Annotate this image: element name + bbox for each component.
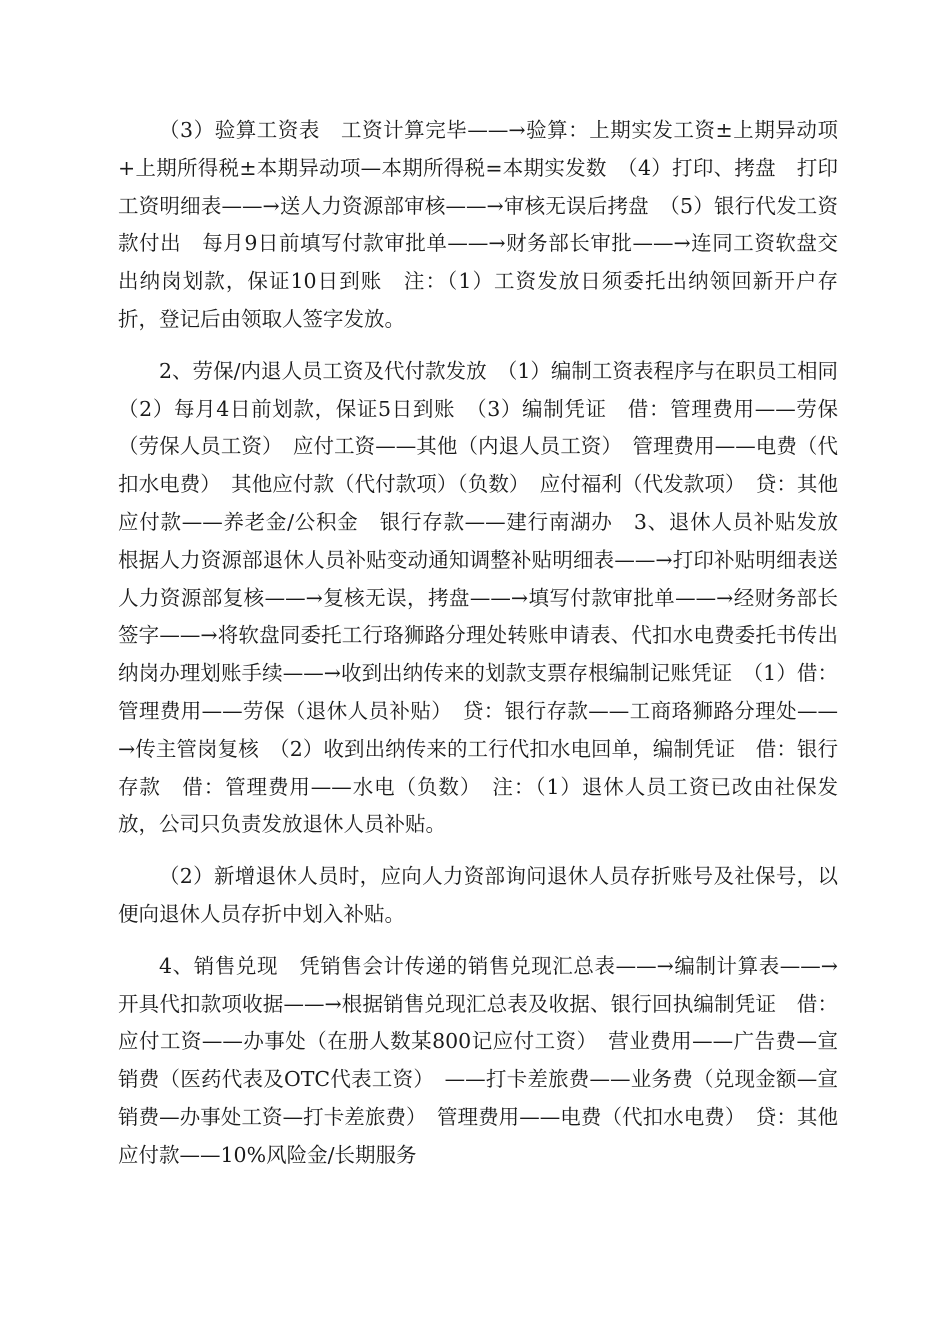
paragraph-spacer — [118, 844, 838, 858]
paragraph-new-retirees: （2）新增退休人员时，应向人力资部询问退休人员存折账号及社保号，以便向退休人员存折中划入补贴。 — [118, 864, 838, 926]
paragraph-spacer — [118, 339, 838, 353]
paragraph-spacer — [118, 934, 838, 948]
paragraph-retiree-wages: 2、劳保/内退人员工资及代付款发放 （1）编制工资表程序与在职员工相同 （2）每月4日前划款，保证5日到账 （3）编制凭证 借：管理费用——劳保（劳保人员工资） 应付工资——其他（内退人员工资） 管理费用——电费（代扣水电费） 其他应付款（代付款项）（负数） 应付福利（代发款项） 贷：其他应付款——养老金/公积金 银行存款——建行南湖办 3、退休人员补贴发放 根据人力资源部退休人员补贴变动通知调整补贴明细表——→打印补贴明细表送人力资源部复核——→复核无误，拷盘——→填写付款审批单——→经财务部长签字——→将软盘同委托工行珞狮路分理处转账申请表、代扣水电费委托书传出纳岗办理划账手续——→收到出纳传来的划款支票存根编制记账凭证 （1）借：管理费用——劳保（退休人员补贴） 贷：银行存款——工商珞狮路分理处——→传主管岗复核 （2）收到出纳传来的工行代扣水电回单，编制凭证 借：银行存款 借：管理费用——水电（负数） 注：（1）退休人员工资已改由社保发放，公司只负责发放退休人员补贴。 — [118, 358, 859, 837]
document-body — [118, 112, 859, 1175]
paragraph-sales-payout: 4、销售兑现 凭销售会计传递的销售兑现汇总表——→编制计算表——→开具代扣款项收据——→根据销售兑现汇总表及收据、银行回执编制凭证 借：应付工资——办事处（在册人数某800记应付工资） 营业费用——广告费—宣销费（医药代表及OTC代表工资） ——打卡差旅费——业务费（兑现金额—宣销费—办事处工资—打卡差旅费） 管理费用——电费（代扣水电费） 贷：其他应付款——10%风险金/长期服务 — [118, 953, 838, 1167]
paragraph-payroll-verification: （3）验算工资表 工资计算完毕——→验算：上期实发工资±上期异动项+上期所得税±本期异动项—本期所得税=本期实发数 （4）打印、拷盘 打印工资明细表——→送人力资源部审核——→审核无误后拷盘 （5）银行代发工资款付出 每月9日前填写付款审批单——→财务部长审批——→连同工资软盘交出纳岗划款，保证10日到账 注：（1）工资发放日须委托出纳领回新开户存折，登记后由领取人签字发放。 — [118, 118, 838, 331]
